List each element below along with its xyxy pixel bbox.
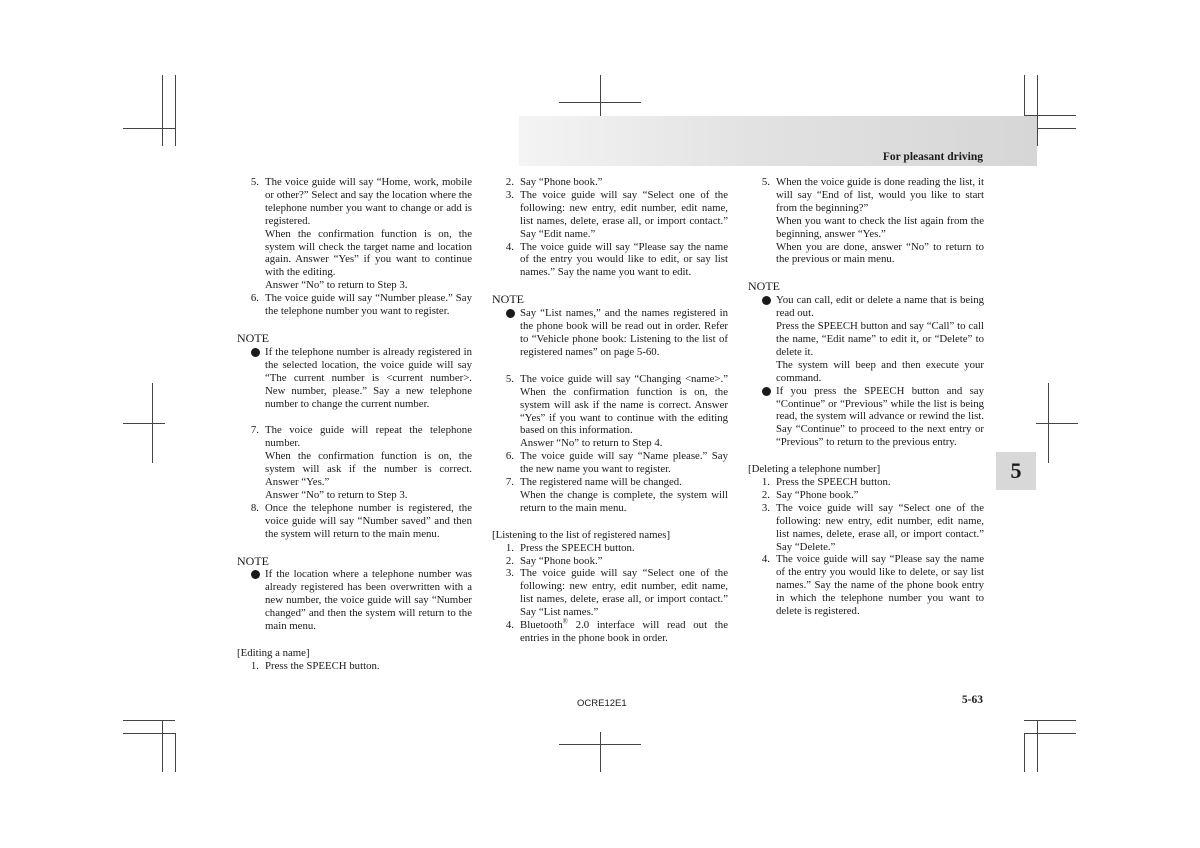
step-item	[748, 476, 984, 489]
step-number: 1.	[505, 541, 514, 554]
step-number: 4.	[505, 619, 514, 632]
crop-mark	[123, 720, 175, 721]
step-number: 4.	[761, 553, 770, 566]
step-item	[492, 567, 728, 619]
step-number: 7.	[250, 424, 259, 437]
step-item	[492, 476, 728, 515]
step-number: 4.	[505, 240, 514, 253]
note-heading: NOTE	[237, 553, 269, 568]
note-item	[492, 307, 728, 359]
crop-mark	[162, 75, 163, 146]
step-text: Bluetooth® 2.0 interface will read out the entries in the phone book in order.	[520, 617, 728, 644]
step-text: The voice guide will say “Please say the name of the entry you would like to edit, or say list names.” Say the name you want to edit.	[520, 240, 728, 279]
note-list	[492, 307, 728, 359]
crop-mark	[1024, 720, 1076, 721]
chapter-number: 5	[1010, 458, 1022, 483]
step-text: Answer “No” to return to Step 4.	[520, 437, 663, 450]
step-text: When the change is complete, the system will return to the main menu.	[520, 488, 728, 514]
note-heading: NOTE	[237, 330, 269, 345]
crop-mark	[123, 423, 165, 424]
step-text: When the voice guide is done reading the list, it will say “End of list, would you like to start from the beginning?”	[776, 176, 984, 214]
step-number: 6.	[505, 450, 514, 463]
step-text: When you want to check the list again from the beginning, answer “Yes.”	[776, 214, 984, 240]
step-number: 3.	[505, 188, 514, 201]
step-text: Say “Phone book.”	[520, 176, 603, 188]
step-number: 2.	[761, 488, 770, 501]
bullet-icon	[748, 294, 776, 384]
step-text: Say “Phone book.”	[776, 488, 859, 501]
step-list	[492, 542, 728, 619]
step-item	[492, 542, 728, 555]
column-3	[748, 176, 984, 618]
crop-mark	[1048, 383, 1049, 463]
step-text: The voice guide will say “Select one of the following: new entry, edit number, edit name, list names, delete, erase all, or import contact.” Say “Delete.”	[776, 501, 984, 553]
step-item	[748, 553, 984, 618]
crop-mark	[1037, 720, 1038, 772]
step-text: The voice guide will say “Name please.” Say the new name you want to register.	[520, 450, 728, 476]
step-text: The voice guide will say “Select one of the following: new entry, edit number, edit name, list names, delete, erase all, or import contact.” Say “Edit name.”	[520, 188, 728, 240]
note-text: You can call, edit or delete a name that is being read out.	[776, 294, 984, 320]
step-list	[748, 176, 984, 266]
step-item	[748, 489, 984, 502]
crop-mark	[1024, 733, 1025, 772]
crop-mark	[1036, 423, 1078, 424]
step-list	[237, 176, 472, 318]
step-item	[492, 450, 728, 476]
crop-mark	[175, 733, 176, 772]
crop-mark	[152, 383, 153, 463]
step-number: 7.	[505, 476, 514, 489]
step-text: Once the telephone number is registered, the voice guide will say “Number saved” and then the system will return to the main menu.	[265, 501, 472, 540]
step-text: Press the SPEECH button.	[520, 541, 635, 554]
step-text: When the confirmation function is on, the system will ask if the number is correct. Answer “Yes.”	[265, 450, 472, 489]
note-list	[237, 568, 472, 633]
note-list	[748, 294, 984, 449]
step-number: 1.	[761, 476, 770, 489]
note-heading: NOTE	[492, 292, 524, 307]
step-item	[237, 176, 472, 292]
crop-mark	[123, 128, 175, 129]
note-item	[237, 568, 472, 633]
step-list	[492, 373, 728, 515]
note-text: If you press the SPEECH button and say “Continue” or “Previous” while the list is being read, the system will advance or rewind the list. Say “Continue” to proceed to the next entry or “Previous” to return to the previous entry.	[776, 384, 984, 449]
crop-mark	[175, 75, 176, 146]
step-text: Answer “No” to return to Step 3.	[265, 279, 408, 292]
section-subheading: [Deleting a telephone number]	[748, 463, 881, 476]
step-list	[237, 424, 472, 540]
step-item	[492, 176, 728, 189]
note-text: If the telephone number is already registered in the selected location, the voice guide will say “The current number is <current number>. New number, please.” Say a new telephone number to change the current number.	[265, 345, 472, 410]
step-number: 3.	[505, 567, 514, 580]
bullet-icon	[237, 568, 265, 633]
step-text: Answer “No” to return to Step 3.	[265, 488, 408, 501]
step-number: 1.	[250, 659, 259, 672]
note-text: Press the SPEECH button and say “Call” to call the name, “Edit name” to edit it, or “Delete” to delete it.	[776, 320, 984, 358]
step-item	[748, 176, 984, 266]
step-item	[492, 241, 728, 280]
note-item	[748, 385, 984, 450]
step-item	[492, 555, 728, 568]
note-text: If the location where a telephone number was already registered has been overwritten with a new number, the voice guide will say “Number changed” and then the system will return to the main menu.	[265, 568, 472, 633]
step-text: The voice guide will say “Number please.” Say the telephone number you want to register.	[265, 292, 472, 318]
step-text: The voice guide will say “Please say the name of the entry you would like to delete, or say list names.” Say the name of the phone book entry in which the telephone number you want to delete is registered.	[776, 553, 984, 618]
step-text: The voice guide will say “Changing <name>.” When the confirmation function is on, the system will ask if the name is correct. Answer “Yes” if you want to continue with the editing based on this information.	[520, 372, 728, 437]
note-list	[237, 346, 472, 411]
step-text: The voice guide will say “Select one of the following: new entry, edit number, edit name, list names, delete, erase all, or import contact.” Say “List names.”	[520, 567, 728, 619]
crop-mark	[600, 732, 601, 772]
crop-mark	[600, 75, 601, 119]
step-number: 5.	[505, 372, 514, 385]
crop-mark	[1037, 75, 1038, 146]
note-text: Say “List names,” and the names registered in the phone book will be read out in order. Refer to “Vehicle phone book: Listening to the list of registered names” on page 5-60.	[520, 307, 728, 358]
chapter-tab	[996, 452, 1036, 490]
step-number: 6.	[250, 292, 259, 305]
step-text: The registered name will be changed.	[520, 476, 682, 489]
section-subheading: [Listening to the list of registered names]	[492, 528, 671, 541]
bullet-icon	[492, 307, 520, 359]
note-item	[748, 294, 984, 384]
note-item	[237, 346, 472, 411]
crop-mark	[162, 720, 163, 772]
step-text: When you are done, answer “No” to return to the previous or main menu.	[776, 240, 984, 266]
step-text: When the confirmation function is on, the system will check the target name and location again. Answer “Yes” if you want to continue with the editing.	[265, 227, 472, 279]
step-number: 5.	[250, 176, 259, 188]
step-text: Press the SPEECH button.	[265, 659, 380, 672]
step-text: Press the SPEECH button.	[776, 476, 891, 489]
step-number: 2.	[505, 176, 514, 188]
step-item	[492, 189, 728, 241]
column-1	[237, 176, 472, 673]
column-2	[492, 176, 728, 645]
crop-mark	[123, 733, 175, 734]
section-subheading: [Editing a name]	[237, 647, 310, 659]
note-heading: NOTE	[748, 279, 780, 294]
step-number: 3.	[761, 501, 770, 514]
step-list	[492, 176, 728, 279]
step-item	[237, 424, 472, 501]
step-item	[492, 619, 728, 645]
bullet-icon	[237, 346, 265, 411]
document-code: OCRE12E1	[577, 698, 627, 709]
step-text: The voice guide will say “Home, work, mobile or other?” Select and say the location where the telephone number you want to change or add is registered.	[265, 176, 472, 227]
page-number: 5-63	[961, 694, 983, 706]
step-number: 5.	[761, 176, 770, 188]
step-list	[237, 660, 472, 673]
registered-mark: ®	[562, 617, 568, 626]
crop-mark	[1024, 733, 1076, 734]
step-item	[237, 502, 472, 541]
note-text: The system will beep and then execute your command.	[776, 358, 984, 384]
section-title: For pleasant driving	[882, 151, 983, 163]
step-item	[237, 660, 472, 673]
step-number: 8.	[250, 501, 259, 514]
step-item	[492, 373, 728, 450]
step-item	[748, 502, 984, 554]
step-text: The voice guide will repeat the telephone number.	[265, 424, 472, 450]
step-text: Say “Phone book.”	[520, 554, 603, 567]
bullet-icon	[748, 385, 776, 450]
step-number: 2.	[505, 554, 514, 567]
step-list	[748, 476, 984, 618]
step-item	[237, 292, 472, 318]
